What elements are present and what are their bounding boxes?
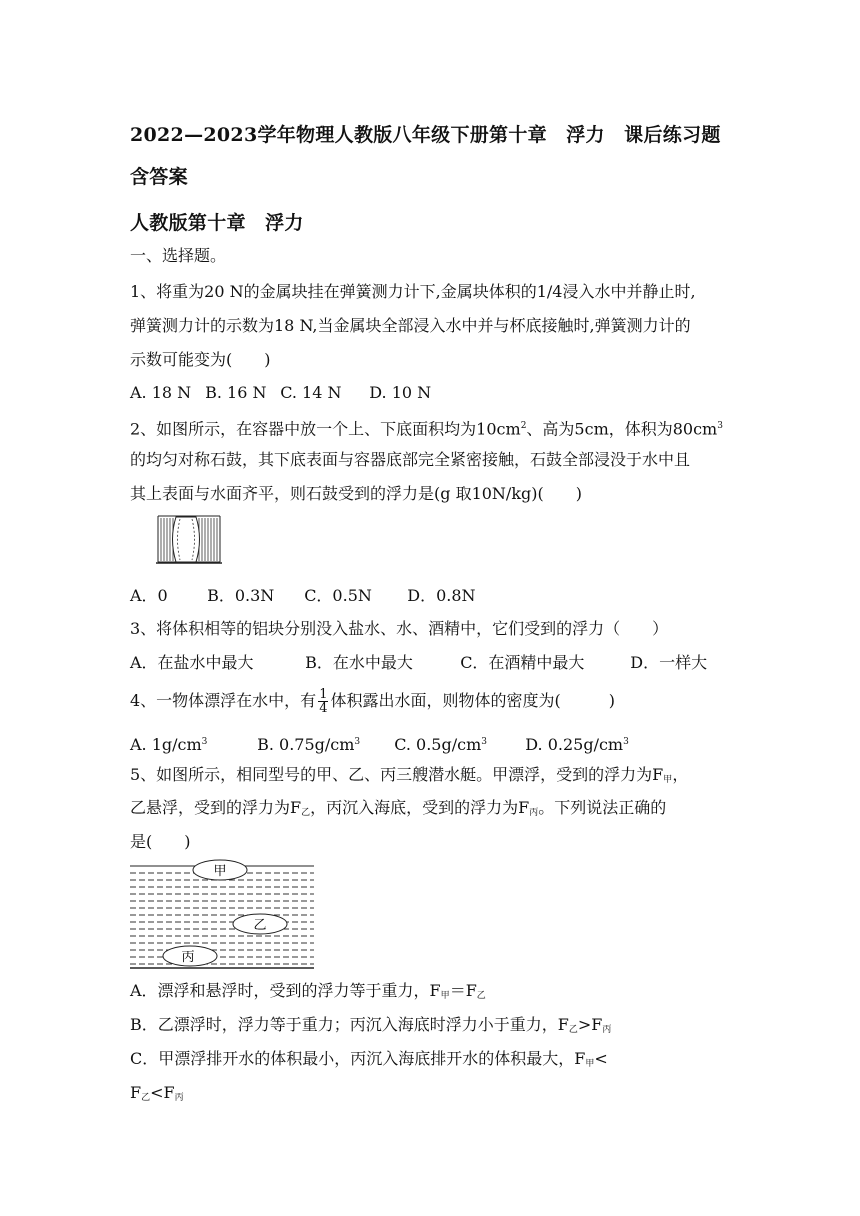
q4-option-a: A. $1g/cm^3$ [130,735,208,755]
submarine-yi-label: 乙 [253,918,267,933]
q1-line1: 1、将重为20 N的金属块挂在弹簧测力计下,金属块体积的1/4浸入水中并静止时, [130,282,696,301]
q5-option-c-sub-jia: 甲 [585,1059,595,1069]
q5-option-c-text: C．甲漂浮排开水的体积最小，丙沉入海底排开水的体积最大，F [130,1049,586,1068]
q5-line2 [130,798,666,823]
q5-line2-text-c: 。下列说法正确的 [538,798,667,817]
q5-option-b-text-b: >F [577,1015,603,1034]
submarine-jia-label: 甲 [213,864,227,879]
q5-sub-jia: 甲 [663,775,673,785]
q4-fraction-denominator: 4 [319,701,328,716]
q1-line2: 弹簧测力计的示数为18 N,当金属块全部浸入水中并与杯底接触时,弹簧测力计的 [130,316,691,335]
q5-option-c-text-b: < [594,1049,608,1068]
q1-line3: 示数可能变为( ) [130,350,271,369]
q5-option-c-line2-text: F [130,1083,142,1102]
q4-option-b: B. $0.75g/cm^3$ [257,735,361,755]
q4-line1 [130,686,615,716]
q5-option-a-sub-yi: 乙 [476,991,486,1001]
q5-option-a-sub-jia: 甲 [440,991,450,1001]
q5-option-c-sub-yi: 乙 [141,1093,151,1103]
q5-line1 [130,765,688,790]
q2-line1-text-b: 、高为5cm，体积为80cm [526,419,718,439]
q5-option-b-text: B．乙漂浮时，浮力等于重力；丙沉入海底时浮力小于重力，F [130,1015,569,1034]
q2-line2: 的均匀对称石鼓，其下底表面与容器底部完全紧密接触，石鼓全部浸没于水中且 [130,450,691,469]
section-label: 一、选择题。 [130,246,227,265]
q2-options [130,586,476,606]
q3-option-d: D．一样大 [630,653,708,672]
q1-option-b: B. 16 N [205,383,267,402]
q2-sup-area: 2 [520,421,527,431]
q2-option-a: A．0 [130,586,168,605]
q2-line1 [130,416,723,439]
q5-line2-text-a: 乙悬浮，受到的浮力为F [130,798,302,817]
q5-line1-text: 5、如图所示，相同型号的甲、乙、丙三艘潜水艇。甲漂浮，受到的浮力为F [130,765,664,784]
q2-line3: 其上表面与水面齐平，则石鼓受到的浮力是(g 取10N/kg)( ) [130,484,582,503]
q1-option-c: C. 14 N [280,383,342,402]
q5-line3: 是( ) [130,832,191,851]
q5-option-a-text: A．漂浮和悬浮时，受到的浮力等于重力，F [130,981,441,1000]
q5-option-b-sub-yi: 乙 [568,1025,578,1035]
q3-option-b: B．在水中最大 [305,653,413,672]
q3-option-a: A．在盐水中最大 [130,653,254,672]
q5-option-a-text-b: ＝F [449,981,477,1000]
q5-line1-comma: ， [672,765,689,784]
q4-suffix: 体积露出水面，则物体的密度为( ) [330,691,615,710]
q4-option-c: C. $0.5g/cm^3$ [394,735,487,755]
document-title-line1: 2022—2023学年物理人教版八年级下册第十章 浮力 课后练习题 [130,124,721,146]
q2-option-b: B．0.3N [207,586,275,605]
q1-option-d: D. 10 N [369,383,432,402]
q3-options [130,653,707,673]
q4-option-d: D. $0.25g/cm^3$ [525,735,629,755]
q5-sub-bing: 丙 [529,808,539,818]
q5-option-c [130,1049,608,1074]
stone-drum-container-figure [156,512,222,566]
submarine-bing-label: 丙 [181,950,195,965]
q1-options [130,383,431,403]
q2-option-c: C．0.5N [304,586,372,605]
q2-option-d: D．0.8N [407,586,476,605]
chapter-heading: 人教版第十章 浮力 [130,212,304,234]
q5-option-b [130,1015,611,1040]
q5-option-a [130,981,486,1006]
q4-fraction [318,688,328,715]
q4-prefix: 4、一物体漂浮在水中，有 [130,691,317,710]
q1-option-a: A. 18 N [130,383,192,402]
q3-option-c: C．在酒精中最大 [460,653,585,672]
q5-option-c-line2 [130,1083,184,1108]
q2-sup-volume: 3 [717,421,723,431]
q2-line1-text-a: 2、如图所示，在容器中放一个上、下底面积均为10cm [130,419,521,439]
q5-option-c-line2-text-b: <F [150,1083,175,1102]
q4-fraction-numerator: 1 [319,687,328,702]
q5-option-b-sub-bing: 丙 [602,1025,612,1035]
submarines-figure [130,858,314,970]
q4-options [130,732,629,755]
document-title-line2: 含答案 [130,166,188,188]
q5-sub-yi: 乙 [301,808,311,818]
q3-line1: 3、将体积相等的铝块分别没入盐水、水、酒精中，它们受到的浮力（ ） [130,619,669,638]
q5-option-c-sub-bing: 丙 [174,1093,184,1103]
q5-line2-text-b: ，丙沉入海底，受到的浮力为F [310,798,530,817]
